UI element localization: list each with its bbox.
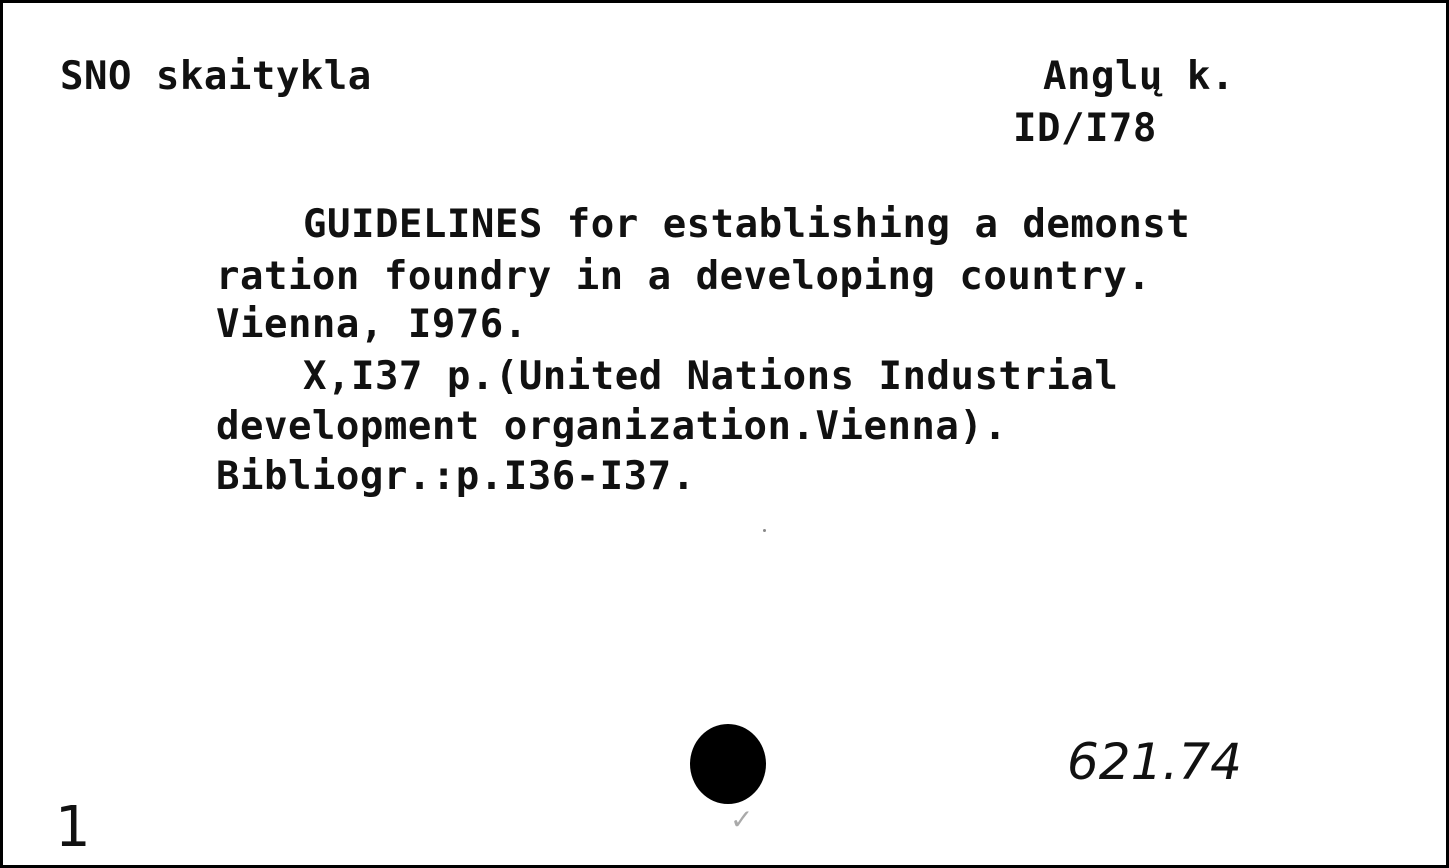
- body-line-3: Vienna, I976.: [216, 302, 528, 347]
- punch-hole: [690, 724, 766, 804]
- classification-number: 621.74: [1067, 733, 1242, 791]
- pencil-mark-icon: ✓: [730, 803, 754, 836]
- body-line-1: GUIDELINES for establishing a demonst: [303, 202, 1191, 247]
- body-line-5: development organization.Vienna).: [216, 404, 1008, 449]
- body-line-4: X,I37 p.(United Nations Industrial: [303, 354, 1119, 399]
- body-line-2: ration foundry in a developing country.: [216, 254, 1152, 299]
- library-name: SNO skaitykla: [60, 54, 372, 99]
- language-label: Anglų k.: [1043, 54, 1235, 99]
- body-line-6: Bibliogr.:p.I36-I37.: [216, 454, 696, 499]
- card-number: 1: [55, 795, 91, 860]
- paper-speck: [763, 529, 766, 532]
- call-number: ID/I78: [1013, 106, 1157, 151]
